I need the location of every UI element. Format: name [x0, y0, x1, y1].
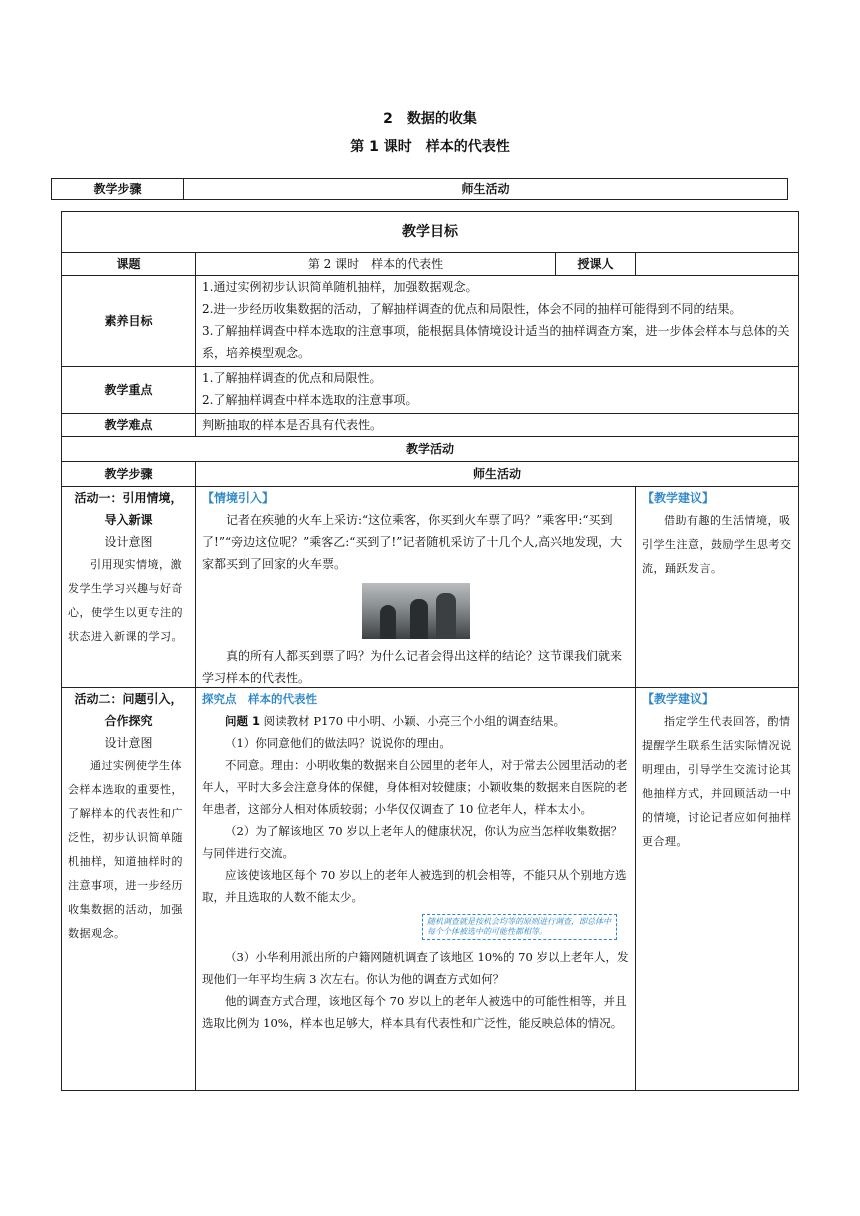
topic-row [62, 252, 798, 275]
literacy-item: 2.进一步经历收集数据的活动，了解抽样调查的优点和局限性，体会不同的抽样可能得到不同的结果。 [202, 302, 742, 316]
difficulty-row [62, 413, 798, 436]
literacy-item: 3.了解抽样调查中样本选取的注意事项，能根据具体情境设计适当的抽样调查方案，进一步体会样本与总体的关系，培养模型观念。 [202, 324, 790, 360]
activity1-design-text: 引用现实情境，激发学生学习兴趣与好奇心，使学生以更专注的状态进入新课的学习。 [68, 558, 183, 643]
activity1-para1: 记者在疾驰的火车上采访:“这位乘客，你买到火车票了吗？”乘客甲:“买到了!”“旁边这位呢？”乘客乙:“买到了!”记者随机采访了十几个人,高兴地发现，大家都买到了回家的火车票。 [202, 513, 623, 571]
activity1-row [62, 486, 798, 687]
lesson-plan-table [61, 211, 799, 1091]
key-row [62, 366, 798, 413]
activity1-design-label: 设计意图 [104, 535, 153, 549]
question1-sub3: （3）小华利用派出所的户籍网随机调查了该地区 10%的 70 岁以上老年人，发现他们一年平均生病 3 次左右。你认为他的调查方式如何？ [202, 950, 629, 986]
objectives-heading: 教学目标 [402, 224, 458, 240]
activities-col-activities: 师生活动 [195, 462, 798, 486]
key-item: 1.了解抽样调查的优点和局限性。 [202, 371, 382, 385]
question1-text: 阅读教材 P170 中小明、小颖、小亮三个小组的调查结果。 [263, 714, 566, 728]
answer3: 他的调查方式合理，该地区每个 70 岁以上的老年人被选中的可能性相等，并且选取比例为 10%，样本也足够大，样本具有代表性和广泛性，能反映总体的情况。 [202, 994, 627, 1030]
activity2-content [195, 688, 635, 1090]
activity2-tag: 探究点 样本的代表性 [202, 692, 317, 706]
topic-label: 课题 [116, 257, 141, 271]
activity2-question1 [202, 710, 629, 732]
activity2-title-2: 合作探究 [104, 714, 153, 728]
activities-heading: 教学活动 [405, 442, 454, 456]
literacy-row [62, 275, 798, 366]
header-table [51, 178, 788, 200]
activity2-suggest-text: 指定学生代表回答，酌情提醒学生联系生活实际情况说明理由，引导学生交流讨论其他抽样方式，并回顾活动一中的情境，讨论记者应如何抽样更合理。 [642, 715, 792, 848]
lesson-title: 第 1 课时 样本的代表性 [350, 139, 510, 155]
key-item: 2.了解抽样调查中样本选取的注意事项。 [202, 393, 418, 407]
key-label: 教学重点 [104, 383, 153, 397]
header-col-activities: 师生活动 [461, 182, 510, 196]
teacher-label: 授课人 [555, 253, 635, 275]
activity1-title: 活动一：引用情境， [74, 491, 183, 505]
header-col-steps: 教学步骤 [52, 179, 184, 199]
difficulty-value: 判断抽取的样本是否具有代表性。 [195, 414, 798, 436]
question1-sub1: （1）你同意他们的做法吗？说说你的理由。 [225, 736, 451, 750]
activity2-suggest-tag: 【教学建议】 [642, 692, 715, 706]
literacy-content [195, 276, 798, 366]
topic-value: 第 2 课时 样本的代表性 [195, 253, 555, 275]
teacher-value [635, 253, 798, 275]
activity1-title-2: 导入新课 [104, 513, 153, 527]
activity1-content [195, 487, 635, 687]
activity2-title: 活动二：问题引入， [74, 692, 183, 706]
activity2-step [62, 688, 195, 1090]
question1-label: 问题 1 [225, 714, 261, 728]
answer2: 应该使该地区每个 70 岁以上的老年人被选到的机会相等，不能只从个别地方选取，并且选取的人数不能太少。 [202, 868, 627, 904]
key-content [195, 367, 798, 413]
train-photo [362, 583, 470, 639]
activity2-row [62, 687, 798, 1090]
objectives-heading-row [62, 212, 798, 252]
section-title: 2 数据的收集 [383, 111, 477, 127]
difficulty-label: 教学难点 [104, 418, 153, 432]
activity1-tag: 【情境引入】 [202, 491, 275, 505]
literacy-label: 素养目标 [104, 314, 153, 328]
activity2-design-text: 通过实例使学生体会样本选取的重要性，了解样本的代表性和广泛性，初步认识简单随机抽样，知道抽样时的注意事项，进一步经历收集数据的活动，加强数据观念。 [68, 759, 183, 940]
activity2-design-label: 设计意图 [104, 736, 153, 750]
activities-colhead-row [62, 461, 798, 486]
activity1-suggest-tag: 【教学建议】 [642, 491, 715, 505]
activity1-para2: 真的所有人都买到票了吗？为什么记者会得出这样的结论？这节课我们就来学习样本的代表性。 [202, 649, 623, 685]
literacy-item: 1.通过实例初步认识简单随机抽样，加强数据观念。 [202, 280, 478, 294]
question1-sub2: （2）为了解该地区 70 岁以上老年人的健康状况，你认为应当怎样收集数据？与同伴进行交流。 [202, 824, 623, 860]
activity1-suggestion [635, 487, 798, 687]
activities-col-steps: 教学步骤 [104, 467, 153, 481]
random-survey-note: 随机调查就是按机会均等的原则进行调查，即总体中每个个体被选中的可能性都相等。 [422, 914, 617, 940]
answer1: 不同意。理由：小明收集的数据来自公园里的老年人，对于常去公园里活动的老年人，平时大多会注意身体的保健，身体相对较健康；小颖收集的数据来自医院的老年患者，这部分人相对体质较弱；小华仅仅调查了 10 位老年人，样本太小。 [202, 758, 628, 816]
activity1-suggest-text: 借助有趣的生活情境，吸引学生注意，鼓励学生思考交流，踊跃发言。 [642, 514, 792, 575]
activity2-suggestion [635, 688, 798, 1090]
activities-heading-row [62, 436, 798, 461]
activity1-step [62, 487, 195, 687]
